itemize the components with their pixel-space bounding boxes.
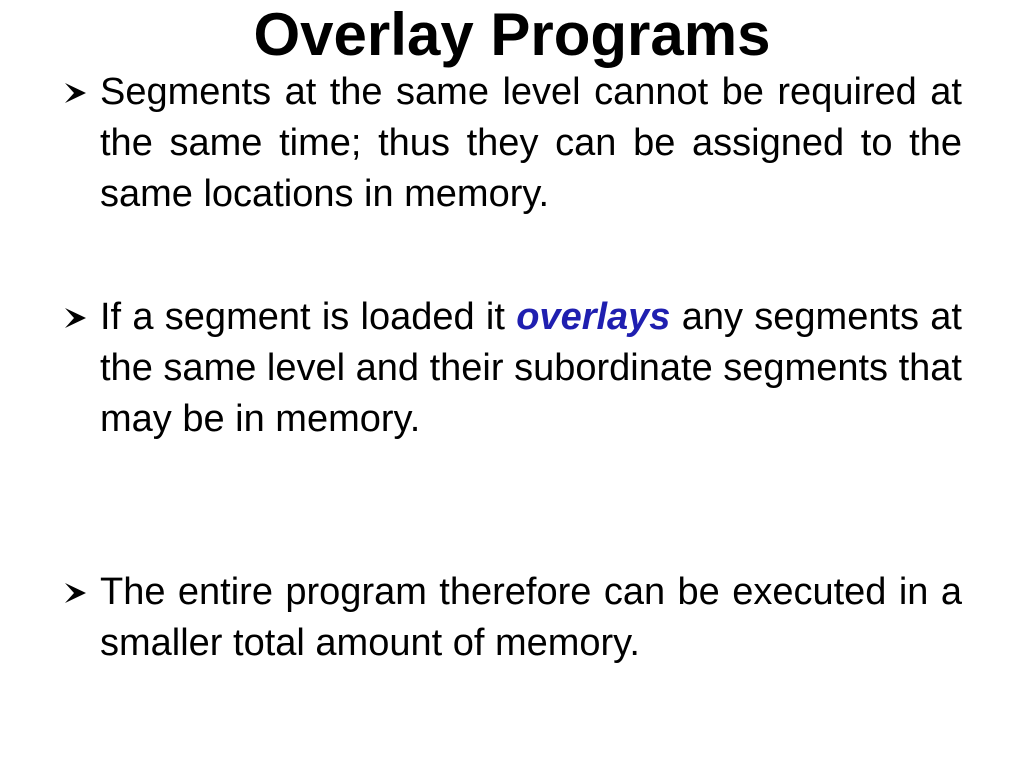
- arrow-bullet-icon: [62, 67, 100, 118]
- overlays-emphasis: overlays: [516, 296, 671, 338]
- bullet-text-2-before: If a segment is loaded it: [100, 296, 517, 338]
- bullet-text-1: Segments at the same level cannot be required at the same time; thus they can be assigned to the same locations in memory.: [100, 71, 962, 215]
- arrow-bullet-icon: [62, 567, 100, 618]
- bullet-text-3: The entire program therefore can be executed in a smaller total amount of memory.: [100, 571, 962, 664]
- bullet-item-3: [62, 567, 962, 669]
- slide-title: Overlay Programs: [253, 1, 771, 68]
- bullet-text-2: [100, 292, 962, 445]
- bullet-item-1: [62, 67, 962, 220]
- bullet-text-2-after: any segments at the same level and their subordinate segments that may be in memory.: [100, 296, 962, 440]
- bullet-item-2: [62, 292, 962, 445]
- arrow-bullet-icon: [62, 292, 100, 343]
